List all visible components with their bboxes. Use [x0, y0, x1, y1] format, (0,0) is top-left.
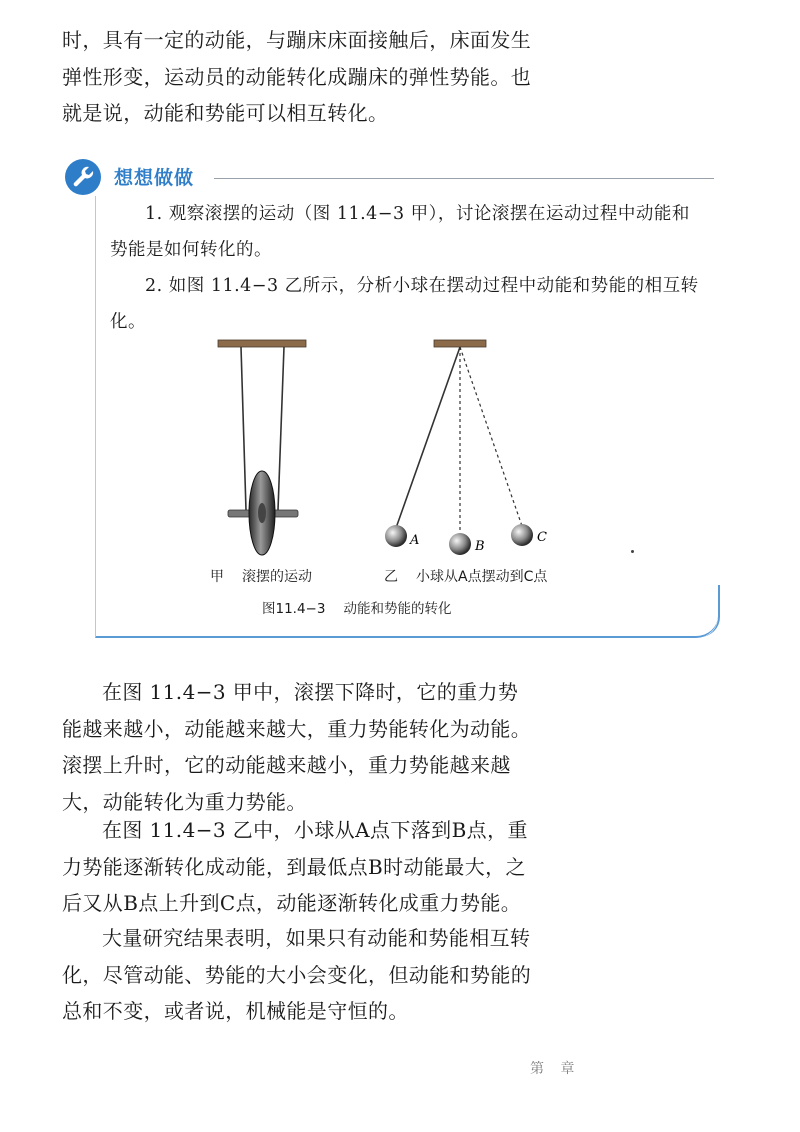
figure-caption-text: 动能和势能的转化 — [343, 601, 452, 617]
pendulum-support-bar — [434, 340, 486, 347]
pendulum-figure — [200, 330, 580, 590]
activity-title: 想想做做 — [114, 167, 195, 189]
activity-box-corner — [700, 585, 720, 637]
figure-label-yi-prefix: 乙 — [384, 569, 398, 585]
wheel-support-bar — [218, 340, 306, 347]
figure-caption-number: 图11.4−3 — [262, 601, 326, 617]
wrench-icon — [64, 158, 102, 196]
body-paragraph-2: 在图 11.4−3 乙中，小球从A点下落到B点，重力势能逐渐转化成动能，到最低点B时动能最大，之后又从B点上升到C点，动能逐渐转化成重力势能。 — [62, 818, 528, 915]
wheel-string-left — [241, 347, 246, 510]
ball-c — [511, 524, 533, 546]
title-rule — [214, 178, 714, 179]
page-footer: 第 章 — [530, 1061, 581, 1077]
body-paragraph-1: 在图 11.4−3 甲中，滚摆下降时，它的重力势能越来越小，动能越来越大，重力势能转化为动能。滚摆上升时，它的动能越来越小，重力势能越来越大，动能转化为重力势能。 — [62, 680, 532, 814]
figure-label-yi-text: 小球从A点摆动到C点 — [416, 569, 548, 585]
wheel-string-right — [278, 347, 284, 510]
wheel-hub — [258, 503, 266, 523]
string-to-c — [460, 347, 522, 526]
ball-b — [449, 533, 471, 555]
string-to-a — [396, 347, 460, 528]
figure-caption — [262, 597, 451, 617]
maxwell-wheel — [218, 340, 306, 555]
figure-label-jia — [210, 566, 312, 586]
activity-item-2: 2. 如图 11.4−3 乙所示，分析小球在摆动过程中动能和势能的相互转化。 — [110, 276, 699, 332]
point-a-label: A — [410, 533, 420, 548]
ball-a — [385, 525, 407, 547]
point-c-label: C — [537, 530, 547, 545]
activity-item-1: 1. 观察滚摆的运动（图 11.4−3 甲），讨论滚摆在运动过程中动能和势能是如何转化的。 — [110, 204, 690, 260]
figure-label-yi — [384, 566, 547, 586]
scan-speck — [631, 550, 634, 553]
point-b-label: B — [475, 539, 485, 554]
intro-paragraph: 时，具有一定的动能，与蹦床床面接触后，床面发生弹性形变，运动员的动能转化成蹦床的弹性势能。也就是说，动能和势能可以相互转化。 — [62, 28, 532, 125]
figure-label-jia-prefix: 甲 — [210, 569, 224, 585]
ball-pendulum — [385, 340, 547, 555]
figure-label-jia-text: 滚摆的运动 — [242, 569, 312, 585]
body-paragraph-3: 大量研究结果表明，如果只有动能和势能相互转化，尽管动能、势能的大小会变化，但动能和势能的总和不变，或者说，机械能是守恒的。 — [62, 926, 532, 1023]
